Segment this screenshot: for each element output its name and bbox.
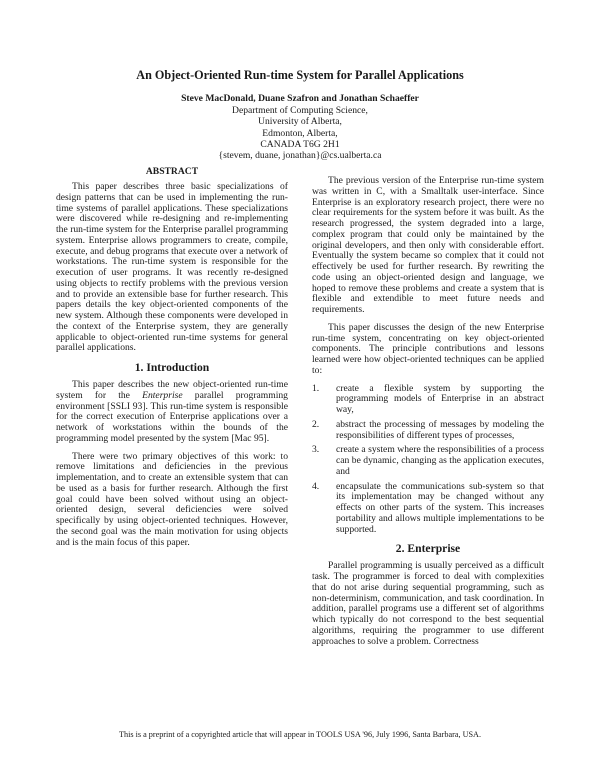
affiliation-block — [0, 105, 600, 161]
abstract-text: This paper describes three basic specializations of design patterns that can be used in implementing the run-time systems of parallel applications. These specializations were discovered while re-designing and re-implementing the run-time system for the Enterprise parallel programming system. Enterprise allows programmers to create, compile, execute, and debug programs that execute over a network of workstations. The run-time system is responsible for the execution of user programs. It was recently re-designed using objects to rectify problems with the previous version and to provide an extensible base for further research. This papers details the key object-oriented components of the new system. Although these components were developed in the context of the Enterprise system, they are generally applicable to object-oriented run-time systems for general parallel applications. — [56, 181, 288, 354]
list-number: 4. — [312, 480, 320, 492]
preprint-footer: This is a preprint of a copyrighted article that will appear in TOOLS USA '96, July 1996, Santa Barbara, USA. — [118, 730, 482, 739]
intro-paragraph-1 — [56, 380, 288, 445]
design-discussion-paragraph: This paper discusses the design of the new Enterprise run-time system, concentrating on key object-oriented components. The principle contributions and lessons learned were how object-oriented techniques can be applied to: — [312, 321, 544, 376]
enterprise-paragraph: Parallel programming is usually perceived as a difficult task. The programmer is forced to deal with complexities that do not arise during sequential programming, such as non-determinism, communication, and task coordination. In addition, parallel programs use a different set of algorithms which typically do not correspond to the best sequential algorithms, requiring the programmer to use different approaches to solve a problem. Correctness — [312, 560, 544, 647]
introduction-heading: 1. Introduction — [134, 361, 210, 374]
list-item — [312, 482, 544, 536]
paper-title: An Object-Oriented Run-time System for Parallel Applications — [136, 68, 464, 82]
previous-version-paragraph: The previous version of the Enterprise run-time system was written in C, with a Smalltalk user-interface. Since Enterprise is an exploratory research project, there were no clear requirements for the system before it was built. As the research progressed, the system degraded into a large, complex program that could only be maintained by the original developers, and then only with considerable effort. Eventually the system became so complex that it could not effectively be used for further research. By rewriting the code using an object-oriented design and language, we hoped to remove these problems and create a system that is flexible and extendible to meet future needs and requirements. — [312, 175, 544, 315]
abstract-heading: ABSTRACT — [145, 166, 199, 177]
list-item — [312, 445, 544, 477]
enterprise-heading: 2. Enterprise — [395, 542, 461, 556]
list-number: 1. — [312, 382, 320, 394]
enterprise-emphasis: Enterprise — [142, 389, 183, 401]
list-number: 2. — [312, 418, 320, 430]
list-item-text: encapsulate the communications sub-system so that its implementation may be changed without any effects on other parts of the system. This increases portability and allows multiple implementations to be supported. — [336, 480, 544, 535]
list-number: 3. — [312, 444, 320, 456]
paper-authors: Steve MacDonald, Duane Szafron and Jonathan Schaeffer — [181, 93, 419, 104]
list-item-text: create a flexible system by supporting the programming models of Enterprise in an abstract way, — [336, 382, 544, 415]
list-item-text: abstract the processing of messages by modeling the responsibilities of different types of processes, — [336, 418, 544, 441]
list-item — [312, 420, 544, 442]
intro-p1-start: This paper describes the new object-oriented run-time system for the — [56, 379, 288, 401]
affiliation-line: Department of Computing Science, — [232, 105, 368, 116]
affiliation-line: University of Alberta, — [258, 116, 342, 128]
list-item-text: create a system where the responsibilities of a process can be dynamic, changing as the application executes, and — [336, 444, 544, 477]
author-emails: {stevem, duane, jonathan}@cs.ualberta.ca — [218, 150, 382, 162]
list-item — [312, 384, 544, 416]
left-column — [56, 166, 288, 555]
intro-paragraph-2: There were two primary objectives of this work: to remove limitations and deficiencies in the previous implementation, and to create an extensible system that can be used as a basis for further research. Although the first goal could have been solved without using an object-oriented design, several deficiencies were solved specifically by using object-oriented techniques. However, the second goal was the main motivation for using objects and is the main focus of this paper. — [56, 450, 288, 548]
affiliation-line: Edmonton, Alberta, — [262, 127, 338, 139]
right-column — [312, 176, 544, 654]
affiliation-line: CANADA T6G 2H1 — [260, 138, 340, 150]
intro-p1-end: parallel programming environment [SSLI 93]. This run-time system is responsible for the correct execution of Enterprise applications over a network of workstations within the bounds of the programming model presented by the system [Mac 95]. — [56, 389, 288, 444]
contributions-list — [312, 384, 544, 536]
